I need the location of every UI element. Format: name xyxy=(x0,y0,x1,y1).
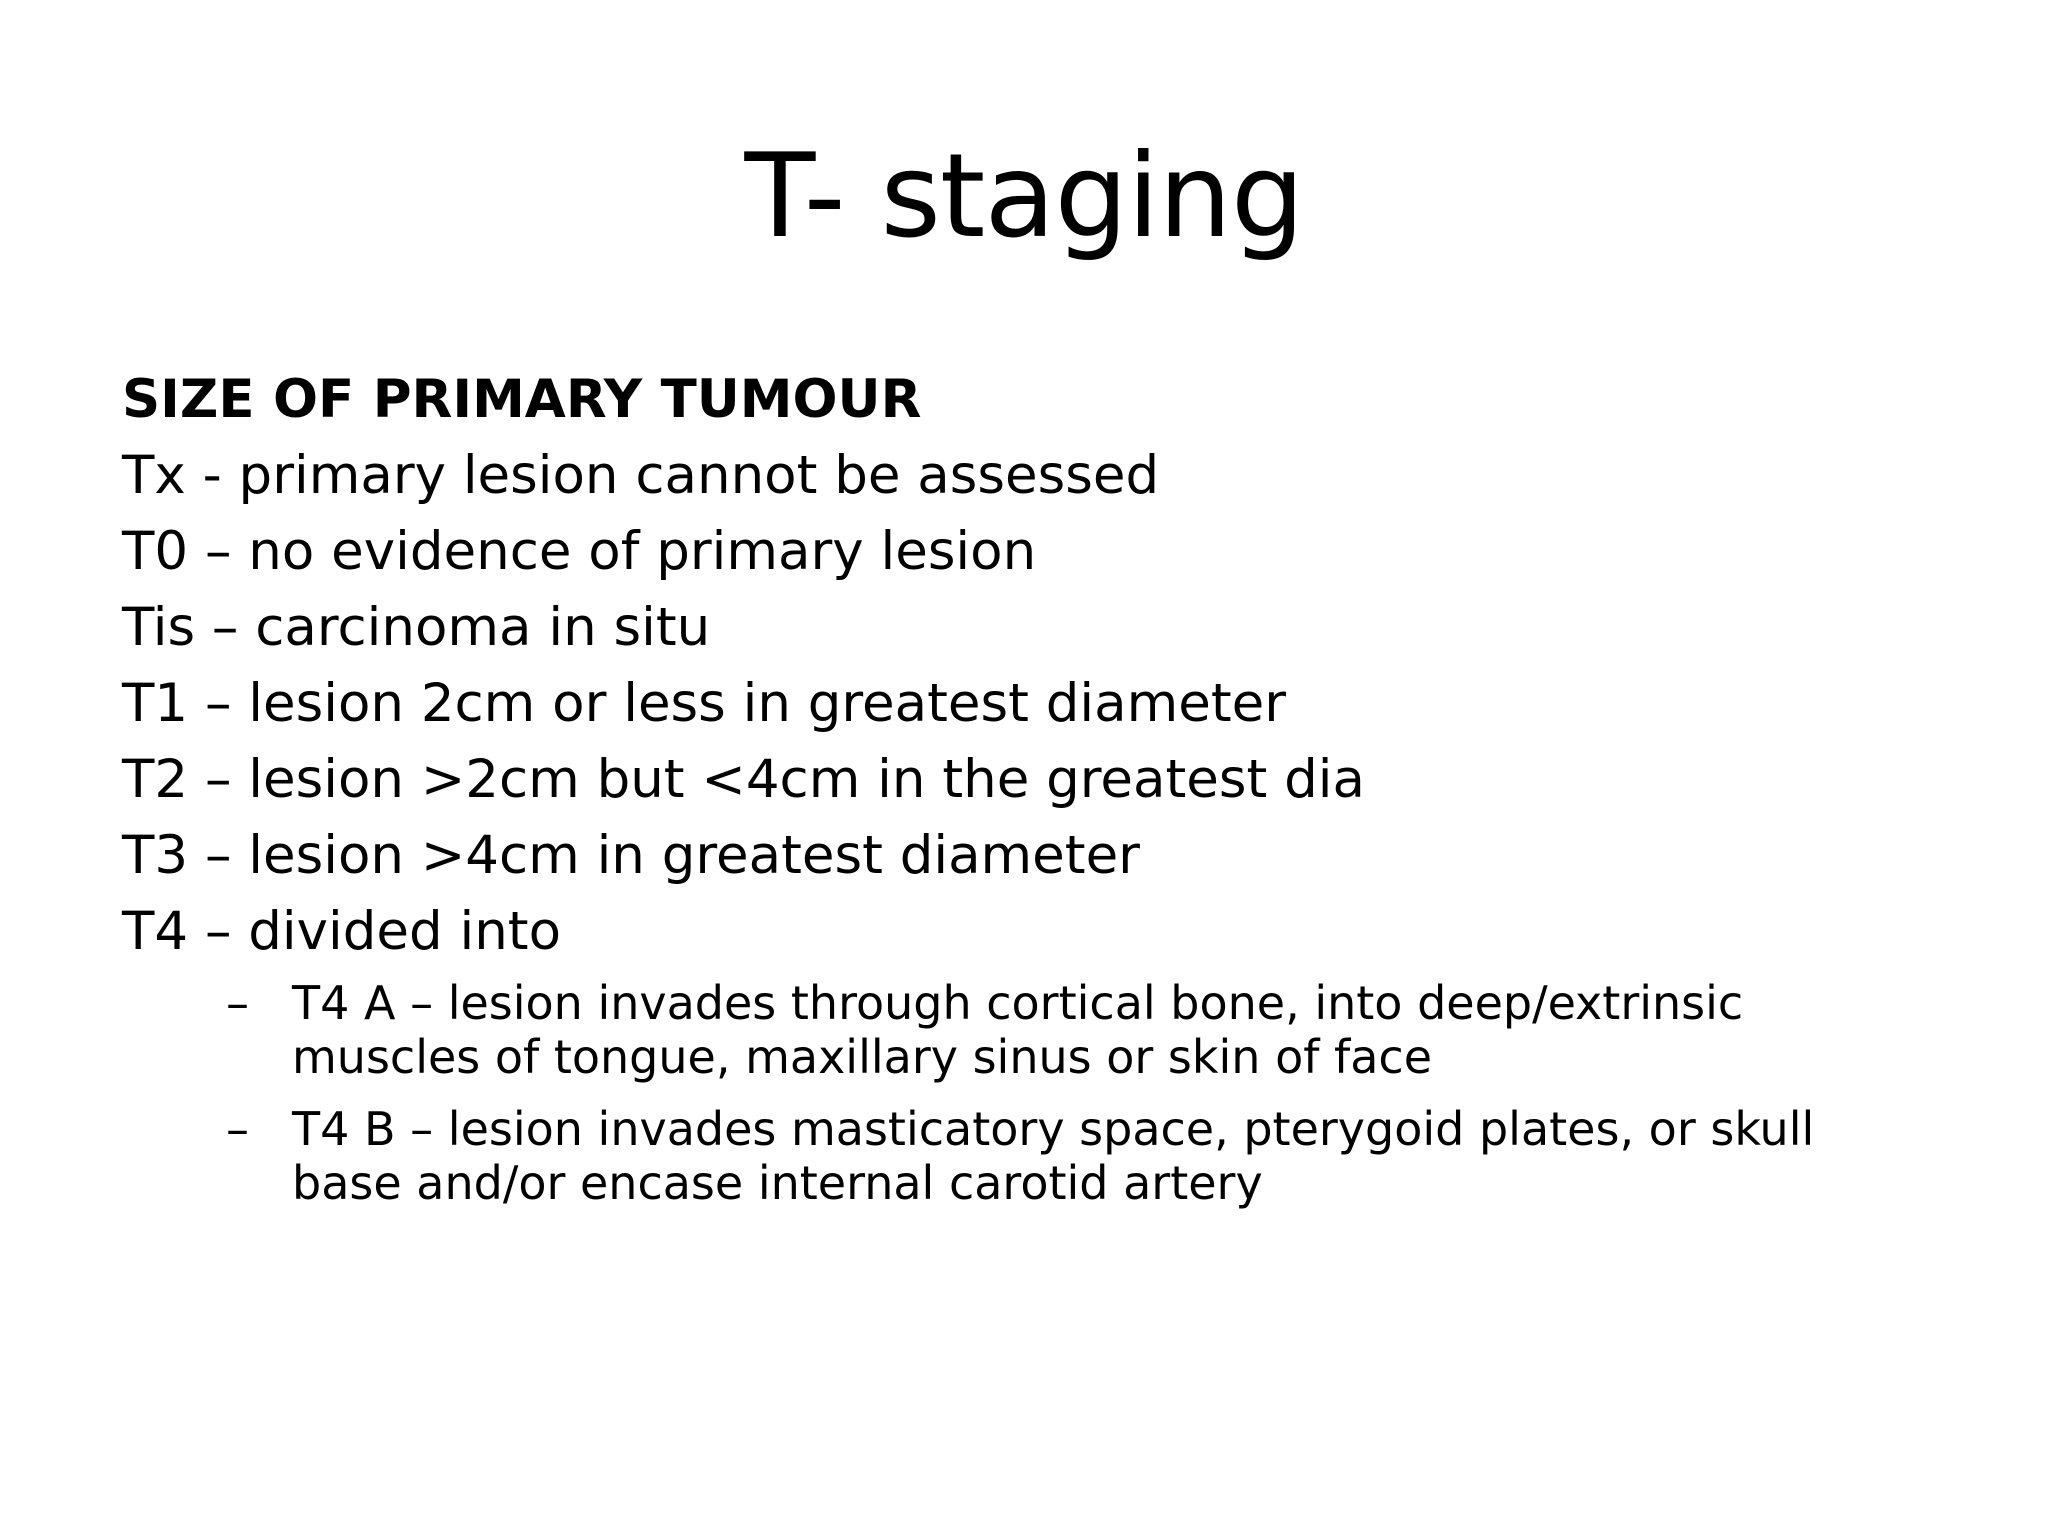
stage-t1: T1 – lesion 2cm or less in greatest diameter xyxy=(122,673,1287,734)
dash-bullet: – xyxy=(226,1102,249,1156)
stage-t3: T3 – lesion >4cm in greatest diameter xyxy=(122,825,1140,886)
stage-t2: T2 – lesion >2cm but <4cm in the greatest dia xyxy=(122,749,1365,810)
stage-t4a xyxy=(122,976,1822,1084)
stage-tis: Tis – carcinoma in situ xyxy=(122,597,711,658)
dash-bullet: – xyxy=(226,976,249,1030)
slide-body xyxy=(122,362,1942,1210)
stage-t0: T0 – no evidence of primary lesion xyxy=(122,521,1037,582)
stage-t4b xyxy=(122,1102,1822,1210)
stage-t4: T4 – divided into xyxy=(122,901,562,962)
section-heading: SIZE OF PRIMARY TUMOUR xyxy=(122,369,922,430)
stage-t4a-text: T4 A – lesion invades through cortical bone, into deep/extrinsic muscles of tongue, maxillary sinus or skin of face xyxy=(292,976,1744,1084)
slide-title: T- staging xyxy=(744,129,1304,264)
stage-t4b-text: T4 B – lesion invades masticatory space, pterygoid plates, or skull base and/or encase internal carotid artery xyxy=(292,1102,1815,1210)
stage-tx: Tx - primary lesion cannot be assessed xyxy=(122,445,1160,506)
